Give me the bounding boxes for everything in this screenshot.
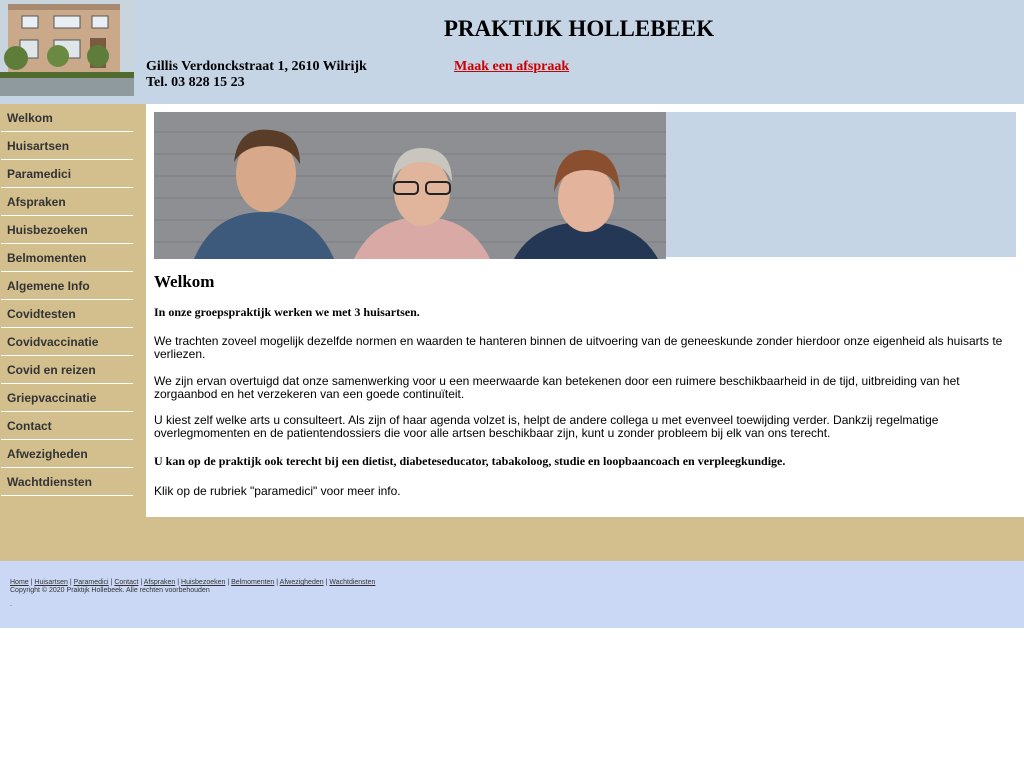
main-content (146, 104, 1024, 517)
sidebar-item-afspraken[interactable]: Afspraken (1, 188, 133, 216)
paragraph-collaboration: We zijn ervan overtuigd dat onze samenwerking voor u een meerwaarde kan betekenen door een ruimere beschikbaarheid in de tijd, uitbreiding van het zorgaanbod en het verzekeren van een goede continuïteit. (154, 374, 960, 401)
footer-separator: | (108, 579, 115, 586)
practice-address: Gillis Verdonckstraat 1, 2610 Wilrijk (146, 59, 367, 74)
sidebar-item-covidtesten[interactable]: Covidtesten (1, 300, 133, 328)
paragraph-more-info: Klik op de rubriek "paramedici" voor meer info. (154, 484, 401, 498)
practice-phone: Tel. 03 828 15 23 (146, 75, 245, 90)
sidebar-item-paramedici[interactable]: Paramedici (1, 160, 133, 188)
sidebar-item-huisartsen[interactable]: Huisartsen (1, 132, 133, 160)
sidebar-nav (0, 104, 146, 496)
footer-link-contact[interactable]: Contact (114, 579, 139, 586)
intro-text: In onze groepspraktijk werken we met 3 huisartsen. (154, 305, 420, 319)
footer-dot: . (10, 601, 12, 608)
banner-area (154, 112, 1016, 257)
footer-links (10, 579, 375, 587)
footer-separator: | (323, 579, 330, 586)
sidebar-item-covid-en-reizen[interactable]: Covid en reizen (1, 356, 133, 384)
sidebar-item-griepvaccinatie[interactable]: Griepvaccinatie (1, 384, 133, 412)
sidebar-item-algemene-info[interactable]: Algemene Info (1, 272, 133, 300)
copyright-text: Copyright © 2020 Praktijk Hollebeek. Alle rechten voorbehouden (10, 587, 210, 594)
sidebar-item-belmomenten[interactable]: Belmomenten (1, 244, 133, 272)
site-footer (0, 561, 1024, 628)
footer-separator: | (175, 579, 182, 586)
doctors-photo (154, 112, 666, 259)
footer-separator: | (28, 579, 35, 586)
sidebar-item-wachtdiensten[interactable]: Wachtdiensten (1, 468, 133, 496)
site-title: PRAKTIJK HOLLEBEEK (443, 16, 715, 41)
paragraph-choice: U kiest zelf welke arts u consulteert. Als zijn of haar agenda volzet is, helpt de andere collega u met evenveel toewijding verder. Dankzij regelmatige overlegmomenten en de patientendossiers die voor alle artsen beschikbaar zijn, kunt u zonder probleem bij elk van ons terecht. (154, 413, 939, 440)
footer-link-afwezigheden[interactable]: Afwezigheden (279, 579, 324, 586)
footer-separator: | (138, 579, 144, 586)
sidebar-item-huisbezoeken[interactable]: Huisbezoeken (1, 216, 133, 244)
footer-link-paramedici[interactable]: Paramedici (73, 579, 109, 586)
sidebar-item-welkom[interactable]: Welkom (1, 104, 133, 132)
make-appointment-link[interactable]: Maak een afspraak (454, 59, 570, 74)
footer-link-home[interactable]: Home (10, 579, 29, 586)
footer-separator: | (225, 579, 232, 586)
paragraph-norms: We trachten zoveel mogelijk dezelfde normen en waarden te hanteren binnen de uitvoering van de geneeskunde zonder hierdoor onze eigenheid als huisarts te verliezen. (154, 334, 1003, 361)
footer-separator: | (274, 579, 280, 586)
footer-link-huisartsen[interactable]: Huisartsen (34, 579, 68, 586)
site-header (0, 0, 1024, 104)
paragraph-paramedics: U kan op de praktijk ook terecht bij een dietist, diabeteseducator, tabakoloog, studie en loopbaancoach en verpleegkundige. (154, 454, 786, 468)
footer-separator: | (67, 579, 74, 586)
sidebar-item-afwezigheden[interactable]: Afwezigheden (1, 440, 133, 468)
footer-link-huisbezoeken[interactable]: Huisbezoeken (181, 579, 226, 586)
footer-link-wachtdiensten[interactable]: Wachtdiensten (329, 579, 376, 586)
welcome-heading: Welkom (154, 272, 215, 291)
sidebar-item-contact[interactable]: Contact (1, 412, 133, 440)
practice-building-image (0, 0, 134, 96)
footer-link-belmomenten[interactable]: Belmomenten (231, 579, 275, 586)
sidebar-item-covidvaccinatie[interactable]: Covidvaccinatie (1, 328, 133, 356)
footer-link-afspraken[interactable]: Afspraken (143, 579, 176, 586)
